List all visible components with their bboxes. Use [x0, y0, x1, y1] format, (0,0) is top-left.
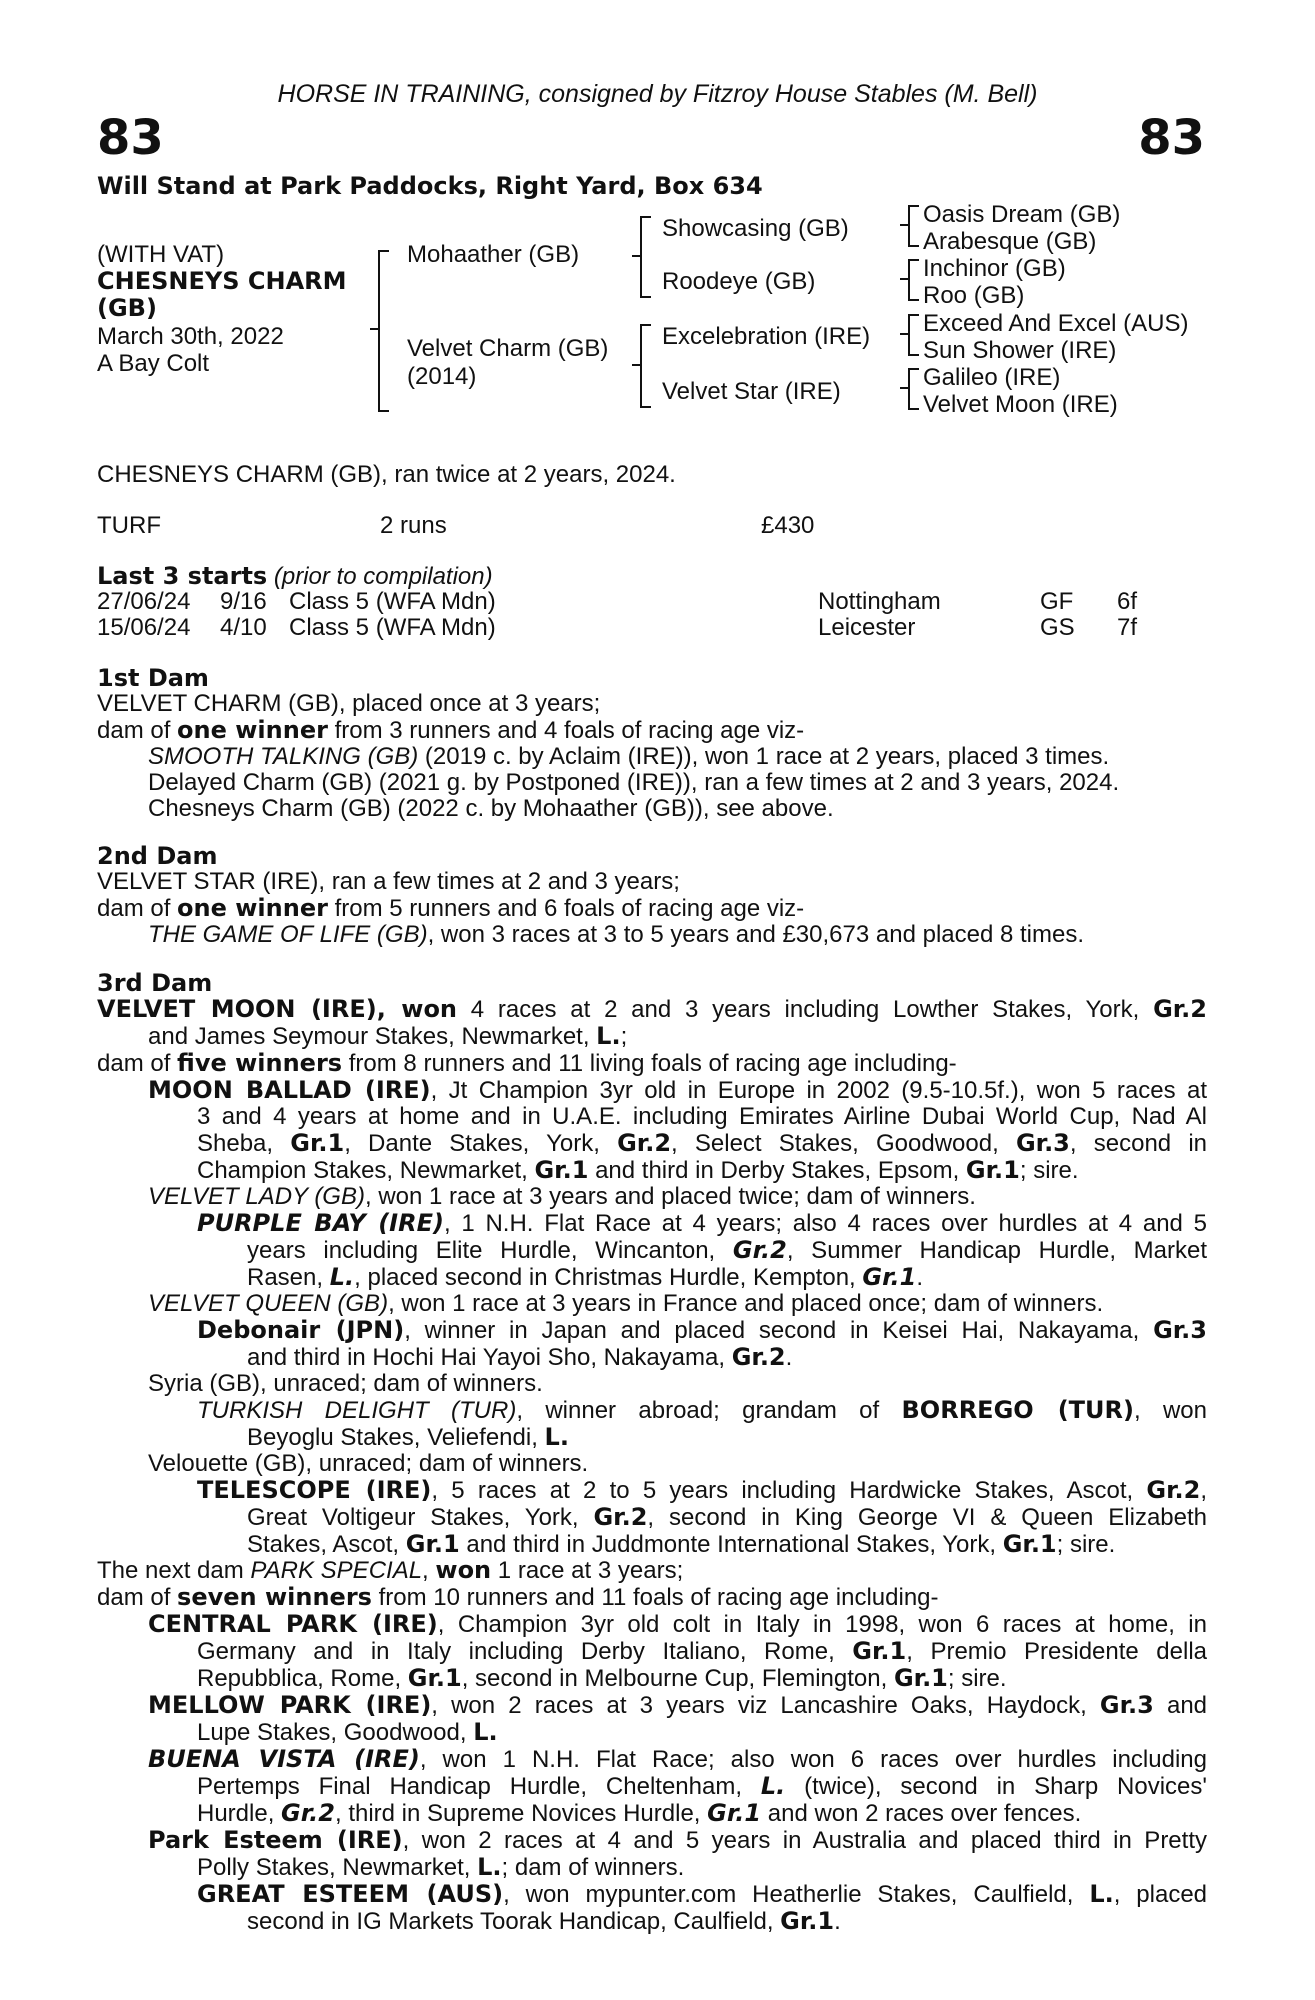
text: from 3 runners and 4 foals of racing age viz-	[327, 717, 805, 744]
text: Pertemps Final Handicap Hurdle, Cheltenham,	[197, 1773, 761, 1800]
text: , won 1 N.H. Flat Race; also won 6 races over hurdles including	[419, 1746, 1207, 1773]
text: dam of	[97, 895, 178, 922]
stand-location: Will Stand at Park Paddocks, Right Yard, Box 634	[97, 172, 763, 200]
progeny-name: BORREGO (TUR)	[901, 1396, 1134, 1424]
race-summary: CHESNEYS CHARM (GB), ran twice at 2 years, 2024.	[97, 461, 676, 488]
third-dam-section	[97, 970, 1207, 1558]
text: , won 2 races at 3 years viz Lancashire Oaks, Haydock,	[431, 1692, 1100, 1719]
horse-name: CHESNEYS CHARM	[97, 267, 347, 295]
text: and James Seymour Stakes, Newmarket,	[148, 1023, 597, 1050]
progeny-line	[97, 744, 1207, 770]
next-dam-section	[97, 1557, 1207, 1935]
text: and won 2 races over fences.	[761, 1800, 1082, 1827]
text: , Dante Stakes, York,	[344, 1130, 618, 1157]
start-going: GF	[1040, 588, 1074, 615]
progeny-name: TELESCOPE (IRE)	[197, 1476, 432, 1504]
progeny-line	[97, 1317, 1207, 1344]
start-date: 27/06/24	[97, 588, 191, 615]
grade: Gr.2	[593, 1503, 648, 1531]
grade: Gr.1	[534, 1156, 589, 1184]
text: years including Elite Hurdle, Wincanton,	[247, 1237, 733, 1264]
progeny-line	[97, 1237, 1207, 1264]
dam-sire: Excelebration (IRE)	[662, 323, 871, 350]
last-starts-title: Last 3 starts	[97, 562, 268, 590]
progeny-name: TURKISH DELIGHT (TUR)	[197, 1397, 517, 1424]
progeny-name: MELLOW PARK (IRE)	[148, 1691, 432, 1719]
pedigree-brace-7	[908, 368, 919, 410]
pedigree-brace-7-point	[900, 387, 908, 389]
next-dam-produce	[97, 1584, 1207, 1611]
ss-sire: Oasis Dream (GB)	[923, 201, 1121, 228]
pedigree-brace-2-point	[632, 255, 640, 257]
grade: Gr.1	[893, 1664, 948, 1692]
progeny-line	[97, 1746, 1207, 1773]
grade: Gr.2	[732, 1236, 787, 1264]
grade: Gr.1	[405, 1530, 460, 1558]
pedigree-brace-4-point	[900, 224, 908, 226]
grade: L.	[473, 1718, 498, 1746]
text: ,	[1200, 1477, 1207, 1504]
text: ; dam of winners.	[501, 1854, 685, 1881]
text: from 8 runners and 11 living foals of racing age including-	[342, 1050, 957, 1077]
text: dam of	[97, 1050, 178, 1077]
first-dam-heading: 1st Dam	[97, 664, 209, 692]
start-position: 4/10	[220, 614, 267, 641]
text: , placed	[1113, 1881, 1208, 1908]
text: , 5 races at 2 to 5 years including Hardwicke Stakes, Ascot,	[431, 1477, 1147, 1504]
pedigree-brace-3	[640, 324, 651, 408]
lot-number-right: 83	[1138, 110, 1205, 166]
start-date: 15/06/24	[97, 614, 191, 641]
ss-dam: Arabesque (GB)	[923, 228, 1097, 255]
text: ,	[376, 995, 402, 1023]
sire-dam: Roodeye (GB)	[662, 268, 816, 295]
text: second in IG Markets Toorak Handicap, Caulfield,	[247, 1908, 781, 1935]
progeny-line	[97, 1157, 1207, 1184]
text: ,	[422, 1557, 436, 1584]
text: ;	[620, 1023, 628, 1050]
grade: Gr.1	[407, 1664, 462, 1692]
third-dam-record-cont	[97, 1023, 1207, 1050]
first-dam-section	[97, 665, 1207, 822]
text: Polly Stakes, Newmarket,	[197, 1854, 478, 1881]
text: , third in Supreme Novices Hurdle,	[334, 1800, 708, 1827]
progeny-line	[97, 1800, 1207, 1827]
progeny-name: CENTRAL PARK (IRE)	[148, 1610, 438, 1638]
text: , won 2 races at 4 and 5 years in Australia and placed third in Pretty	[402, 1827, 1207, 1854]
text: from 5 runners and 6 foals of racing age viz-	[327, 895, 805, 922]
start-distance: 6f	[1117, 588, 1138, 615]
grade: Gr.3	[1099, 1691, 1154, 1719]
text: and third in Derby Stakes, Epsom,	[588, 1157, 966, 1184]
text: , winner in Japan and placed second in Keisei Hai, Nakayama,	[404, 1317, 1154, 1344]
progeny-line	[97, 1719, 1207, 1746]
sire-sire: Showcasing (GB)	[662, 215, 849, 242]
progeny-name: GREAT ESTEEM (AUS)	[197, 1880, 504, 1908]
horse-dob: March 30th, 2022	[97, 323, 284, 350]
text: 4 races at 2 and 3 years including Lowther Stakes, York,	[457, 996, 1154, 1023]
text: , Premio Presidente della	[906, 1638, 1208, 1665]
winner-count: one winner	[177, 716, 328, 744]
dam-year: (2014)	[407, 363, 477, 390]
consignor-title: HORSE IN TRAINING, consigned by Fitzroy House Stables (M. Bell)	[277, 80, 1038, 108]
grade: Gr.1	[780, 1907, 835, 1935]
text: , won	[1133, 1397, 1207, 1424]
start-distance: 7f	[1117, 614, 1138, 641]
sd-dam: Roo (GB)	[923, 282, 1025, 309]
grade: Gr.1	[852, 1637, 907, 1665]
text: won	[401, 995, 458, 1023]
text: Great Voltigeur Stakes, York,	[247, 1504, 594, 1531]
pedigree-brace-1-point	[370, 328, 378, 330]
second-dam-heading: 2nd Dam	[97, 842, 218, 870]
grade: Gr.1	[1002, 1530, 1057, 1558]
text: , won 1 race at 3 years in France and placed once; dam of winners.	[388, 1290, 1104, 1317]
progeny-line: Velouette (GB), unraced; dam of winners.	[148, 1450, 589, 1477]
text: Sheba,	[197, 1130, 291, 1157]
text: from 10 runners and 11 foals of racing age including-	[371, 1584, 939, 1611]
start-course: Leicester	[818, 614, 916, 641]
grade: L.	[760, 1772, 786, 1800]
progeny-line	[97, 1130, 1207, 1157]
text: The next dam	[97, 1557, 251, 1584]
dam: Velvet Charm (GB)	[407, 335, 609, 362]
start-course: Nottingham	[818, 588, 941, 615]
third-dam-produce	[97, 1050, 1207, 1077]
text: .	[916, 1264, 923, 1291]
lot-number-left: 83	[97, 110, 164, 166]
text: , won mypunter.com Heatherlie Stakes, Caulfield,	[503, 1881, 1090, 1908]
winner-count: five winners	[177, 1049, 343, 1077]
third-dam-record	[97, 996, 1207, 1023]
second-dam-record: VELVET STAR (IRE), ran a few times at 2 and 3 years;	[97, 868, 680, 895]
grade: L.	[329, 1263, 355, 1291]
grade: L.	[596, 1022, 621, 1050]
progeny-line	[97, 1397, 1207, 1424]
progeny-name: BUENA VISTA (IRE)	[148, 1745, 420, 1773]
ds-sire: Exceed And Excel (AUS)	[923, 310, 1189, 337]
record-surface: TURF	[97, 512, 161, 539]
first-dam-record: VELVET CHARM (GB), placed once at 3 years;	[97, 690, 601, 717]
text: .	[834, 1908, 841, 1935]
text: and third in Juddmonte International Stakes, York,	[459, 1531, 1003, 1558]
pedigree-brace-6	[908, 314, 919, 356]
text: ; sire.	[1056, 1531, 1116, 1558]
grade: Gr.2	[281, 1799, 335, 1827]
sd-sire: Inchinor (GB)	[923, 255, 1066, 282]
pedigree-brace-6-point	[900, 333, 908, 335]
text: .	[785, 1344, 793, 1371]
grade: Gr.1	[290, 1129, 345, 1157]
text: Champion Stakes, Newmarket,	[197, 1157, 535, 1184]
progeny-line: 3 and 4 years at home and in U.A.E. including Emirates Airline Dubai World Cup, Nad Al	[197, 1103, 1207, 1130]
text: 1 race at 3 years;	[491, 1557, 684, 1584]
ds-dam: Sun Shower (IRE)	[923, 337, 1117, 364]
record-runs: 2 runs	[380, 512, 447, 539]
horse-name-country: (GB)	[97, 294, 157, 322]
text: , second in King George VI & Queen Elizabeth	[647, 1504, 1207, 1531]
progeny-line: Chesneys Charm (GB) (2022 c. by Mohaather (GB)), see above.	[148, 795, 834, 822]
progeny-line	[97, 1477, 1207, 1504]
start-going: GS	[1040, 614, 1075, 641]
text: (twice), second in Sharp Novices'	[785, 1773, 1207, 1800]
start-race: Class 5 (WFA Mdn)	[289, 614, 496, 641]
grade: Gr.3	[1015, 1129, 1070, 1157]
progeny-line	[97, 1504, 1207, 1531]
text: , Jt Champion 3yr old in Europe in 2002 (9.5-10.5f.), won 5 races at	[430, 1077, 1207, 1104]
pedigree-brace-3-point	[632, 364, 640, 366]
text: , winner abroad; grandam of	[516, 1397, 902, 1424]
start-position: 9/16	[220, 588, 267, 615]
grade: L.	[1089, 1880, 1114, 1908]
grade: Gr.1	[965, 1156, 1020, 1184]
progeny-line	[97, 1827, 1207, 1854]
progeny-line	[97, 1692, 1207, 1719]
progeny-line	[97, 1531, 1207, 1558]
progeny-line	[97, 1424, 1207, 1451]
progeny-line	[97, 1184, 1207, 1210]
vat-label: (WITH VAT)	[97, 241, 225, 268]
progeny-line	[97, 1611, 1207, 1638]
winner-count: seven winners	[177, 1583, 372, 1611]
progeny-name: VELVET LADY (GB)	[148, 1183, 365, 1210]
progeny-line	[97, 1881, 1207, 1908]
text: ; sire.	[1019, 1157, 1079, 1184]
grade: Gr.2	[617, 1129, 672, 1157]
text: , 1 N.H. Flat Race at 4 years; also 4 races over hurdles at 4 and 5	[443, 1210, 1207, 1237]
sire: Mohaather (GB)	[407, 241, 580, 268]
progeny-line	[97, 1077, 1207, 1104]
start-race: Class 5 (WFA Mdn)	[289, 588, 496, 615]
progeny-line: Syria (GB), unraced; dam of winners.	[148, 1370, 543, 1397]
text: Germany and in Italy including Derby Italiano, Rome,	[197, 1638, 853, 1665]
text: Stakes, Ascot,	[247, 1531, 406, 1558]
text: and	[1153, 1692, 1208, 1719]
dd-sire: Galileo (IRE)	[923, 364, 1061, 391]
text: , Summer Handicap Hurdle, Market	[786, 1237, 1208, 1264]
third-dam-heading: 3rd Dam	[97, 969, 213, 997]
grade: Gr.2	[1146, 1476, 1201, 1504]
grade: L.	[477, 1853, 502, 1881]
text: , second in Melbourne Cup, Flemington,	[461, 1665, 894, 1692]
text: Hurdle,	[197, 1800, 282, 1827]
progeny-line: Delayed Charm (GB) (2021 g. by Postponed (IRE)), ran a few times at 2 and 3 years, 2024.	[148, 769, 1120, 796]
progeny-name: Debonair (JPN)	[197, 1316, 405, 1344]
grade: L.	[544, 1423, 569, 1451]
text: dam of	[97, 717, 178, 744]
progeny-name: THE GAME OF LIFE (GB)	[148, 921, 428, 948]
progeny-line	[97, 1291, 1207, 1317]
text: , placed second in Christmas Hurdle, Kempton,	[354, 1264, 863, 1291]
grade: Gr.2	[731, 1343, 786, 1371]
progeny-line	[97, 1665, 1207, 1692]
grade: Gr.2	[1153, 995, 1207, 1023]
progeny-record: , won 3 races at 3 to 5 years and £30,673 and placed 8 times.	[427, 921, 1085, 948]
first-dam-produce	[97, 717, 1207, 744]
progeny-line	[97, 1854, 1207, 1881]
pedigree-brace-2	[640, 216, 651, 298]
next-dam-record	[97, 1557, 1207, 1584]
dd-dam: Velvet Moon (IRE)	[923, 391, 1118, 418]
text: Beyoglu Stakes, Veliefendi,	[247, 1424, 545, 1451]
pedigree-brace-1	[378, 250, 389, 412]
progeny-line	[97, 1344, 1207, 1371]
text: , second in	[1069, 1130, 1208, 1157]
pedigree-brace-4	[908, 205, 919, 247]
progeny-line	[97, 1638, 1207, 1665]
text: ; sire.	[947, 1665, 1007, 1692]
text: , won 1 race at 3 years and placed twice; dam of winners.	[364, 1183, 976, 1210]
pedigree-brace-5-point	[900, 278, 908, 280]
progeny-name: Park Esteem (IRE)	[148, 1826, 403, 1854]
progeny-record: (2019 c. by Aclaim (IRE)), won 1 race at 2 years, placed 3 times.	[418, 743, 1110, 770]
dam-dam: Velvet Star (IRE)	[662, 378, 841, 405]
progeny-name: SMOOTH TALKING (GB)	[148, 743, 419, 770]
progeny-name: PURPLE BAY (IRE)	[197, 1209, 444, 1237]
horse-description: A Bay Colt	[97, 350, 210, 377]
grade: Gr.1	[862, 1263, 917, 1291]
record-earnings: £430	[761, 512, 815, 539]
dam-name: VELVET MOON (IRE)	[97, 995, 377, 1023]
dam-name: PARK SPECIAL	[250, 1557, 423, 1584]
pedigree-brace-5	[908, 259, 919, 301]
text: Lupe Stakes, Goodwood,	[197, 1719, 474, 1746]
text: dam of	[97, 1584, 178, 1611]
text: and third in Hochi Hai Yayoi Sho, Nakayama,	[247, 1344, 732, 1371]
progeny-name: VELVET QUEEN (GB)	[148, 1290, 389, 1317]
progeny-line	[97, 1264, 1207, 1291]
text: won	[435, 1556, 492, 1584]
second-dam-produce	[97, 895, 1207, 922]
text: , Select Stakes, Goodwood,	[671, 1130, 1016, 1157]
text: Repubblica, Rome,	[197, 1665, 408, 1692]
progeny-line	[97, 1908, 1207, 1935]
winner-count: one winner	[177, 894, 328, 922]
progeny-line	[97, 1210, 1207, 1237]
second-dam-section	[97, 843, 1207, 948]
progeny-line	[97, 922, 1207, 948]
progeny-name: MOON BALLAD (IRE)	[148, 1076, 431, 1104]
text: , Champion 3yr old colt in Italy in 1998, won 6 races at home, in	[437, 1611, 1207, 1638]
progeny-line	[97, 1773, 1207, 1800]
text: Rasen,	[247, 1264, 330, 1291]
last-starts-heading	[97, 563, 493, 590]
last-starts-note: (prior to compilation)	[273, 563, 493, 590]
grade: Gr.3	[1153, 1316, 1207, 1344]
grade: Gr.1	[707, 1799, 762, 1827]
